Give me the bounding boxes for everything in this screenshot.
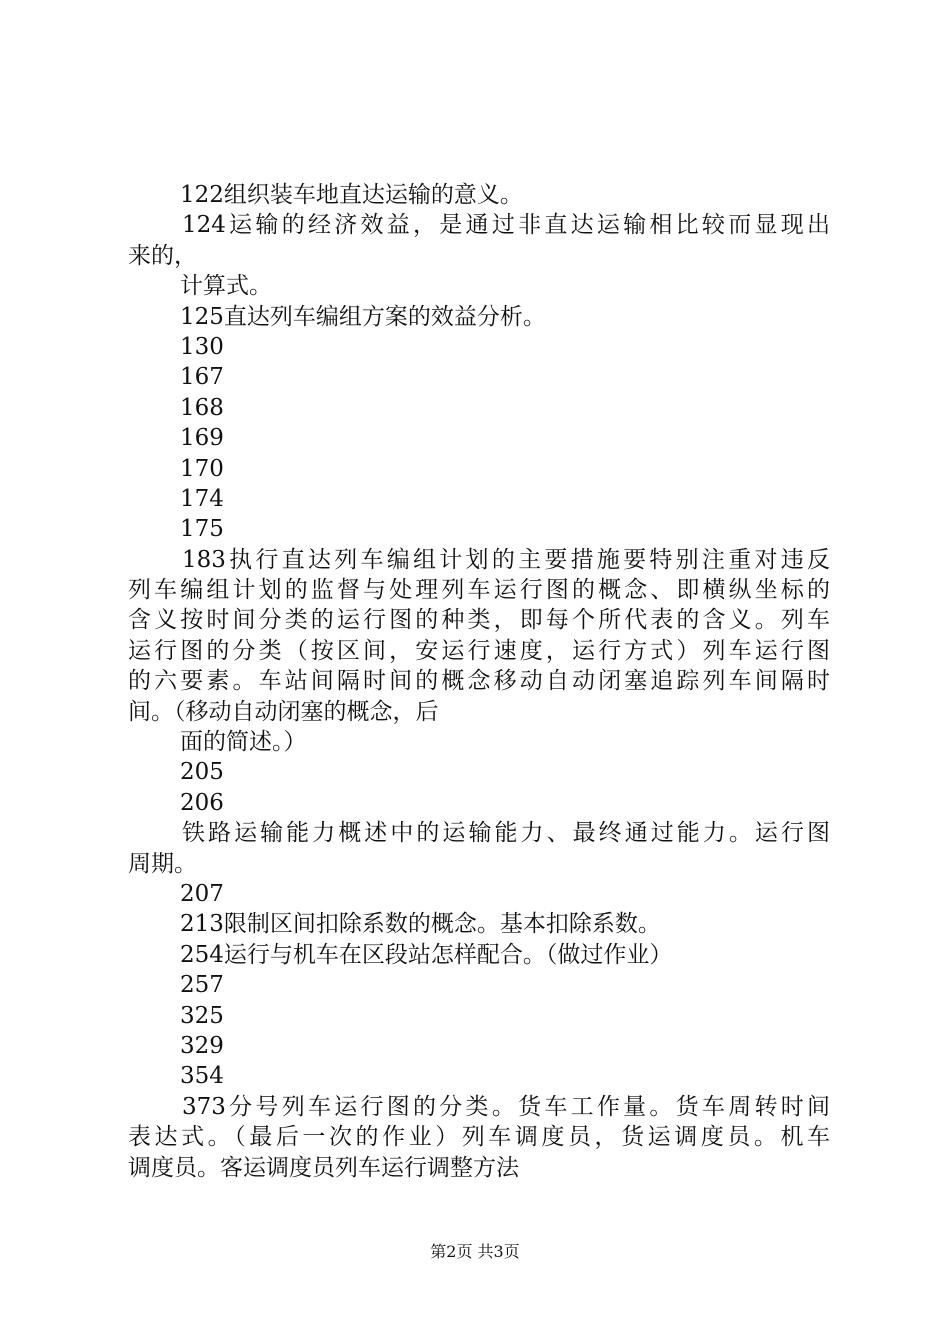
text-line: 206 — [180, 789, 224, 816]
text-line: 207 — [180, 880, 224, 907]
text-line: 257 — [180, 972, 224, 999]
text-line: 间。（移动自动闭塞的概念，后 — [128, 698, 439, 725]
text-line: 来的， — [128, 242, 197, 269]
text-line: 183执行直达列车编组计划的主要措施要特别注重对违反 — [182, 546, 830, 573]
text-line: 表达式。（最后一次的作业）列车调度员，货运调度员。机车 — [128, 1124, 830, 1151]
text-line: 122组织装车地直达运输的意义。 — [180, 182, 523, 208]
text-line: 周期。 — [128, 850, 197, 877]
text-line: 354 — [180, 1063, 224, 1090]
text-line: 列车编组计划的监督与处理列车运行图的概念、即横纵坐标的 — [128, 577, 830, 604]
text-line: 125直达列车编组方案的效益分析。 — [180, 303, 546, 330]
text-line: 174 — [180, 485, 224, 512]
text-line: 130 — [180, 333, 224, 360]
text-line: 325 — [180, 1002, 224, 1029]
text-line: 254运行与机车在区段站怎样配合。（做过作业） — [180, 941, 673, 968]
text-line: 373分号列车运行图的分类。货车工作量。货车周转时间 — [182, 1093, 830, 1120]
text-line: 175 — [180, 516, 224, 543]
document-body — [0, 180, 950, 1183]
text-line: 329 — [180, 1032, 224, 1059]
text-line: 168 — [180, 394, 224, 421]
text-line: 167 — [180, 364, 224, 391]
text-line: 铁路运输能力概述中的运输能力、最终通过能力。运行图 — [182, 820, 830, 847]
text-line: 的六要素。车站间隔时间的概念移动自动闭塞追踪列车间隔时 — [128, 668, 830, 695]
page-footer: 第2页 共3页 — [430, 1242, 520, 1261]
text-line: 计算式。 — [180, 273, 272, 300]
text-line: 面的简述。） — [180, 729, 307, 756]
text-line: 运行图的分类（按区间，安运行速度，运行方式）列车运行图 — [128, 637, 830, 664]
text-line: 170 — [180, 455, 224, 482]
text-line: 含义按时间分类的运行图的种类，即每个所代表的含义。列车 — [128, 607, 830, 634]
text-line: 213限制区间扣除系数的概念。基本扣除系数。 — [180, 911, 661, 938]
text-line: 205 — [180, 759, 224, 786]
text-line: 调度员。客运调度员列车运行调整方法 — [128, 1154, 519, 1181]
text-line: 169 — [180, 425, 224, 452]
text-line: 124运输的经济效益，是通过非直达运输相比较而显现出 — [182, 212, 830, 239]
